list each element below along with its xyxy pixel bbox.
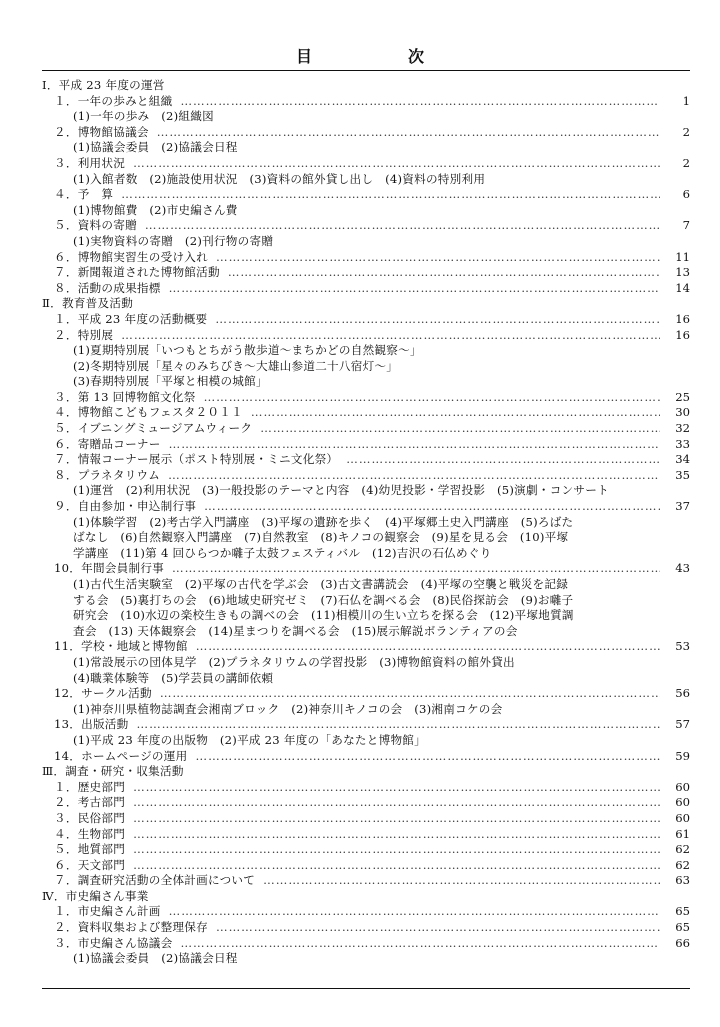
toc-entry [42,250,690,266]
toc-entry-text: (1)博物館費 (2)市史編さん費 [73,202,238,217]
toc-entry-text: ７．情報コーナー展示（ポスト特別展・ミニ文化祭） [54,452,339,467]
toc-entry-text: ５．イブニングミュージアムウィーク [54,421,253,436]
dot-leader [121,328,660,344]
toc-page-number: 62 [675,842,690,857]
toc-entry [42,858,690,874]
dot-leader [133,827,660,843]
dot-leader [168,468,660,484]
toc-entry [42,936,690,952]
toc-page-number: 11 [675,249,690,264]
toc-entry [42,499,690,515]
toc-subentry [42,172,690,188]
toc-entry [42,265,690,281]
toc-entry [42,795,690,811]
toc-entry [42,686,690,702]
toc-entry-text: (1)実物資料の寄贈 (2)刊行物の寄贈 [73,233,274,248]
toc-entry [42,827,690,843]
toc-entry-text: する会 (5)裏打ちの会 (6)地域史研究ゼミ (7)石仏を調べる会 (8)民俗探訪会 (9)お囃子 [73,592,574,607]
toc-entry-text: (1)体験学習 (2)考古学入門講座 (3)平塚の遺跡を歩く (4)平塚郷土史入門講座 (5)ろばた [73,514,574,529]
toc-entry [42,156,690,172]
toc-section-heading [42,296,690,312]
toc-entry-text: ばなし (6)自然観察入門講座 (7)自然教室 (8)キノコの観察会 (9)星を見る会 (10)平塚 [73,530,569,545]
toc-subentry [42,343,690,359]
toc-entry [42,452,690,468]
toc-entry [42,749,690,765]
top-rule [42,70,690,71]
toc-entry-text: ３．第 13 回博物館文化祭 [54,389,196,404]
toc-entry-text: (1)神奈川県植物誌調査会湘南ブロック (2)神奈川キノコの会 (3)湘南コケの会 [73,701,503,716]
toc-entry-text: ４．生物部門 [54,826,126,841]
toc-subentry [42,624,690,640]
toc-page-number: 13 [675,265,690,280]
toc-page-number: 16 [675,327,690,342]
dot-leader [172,561,660,577]
toc-page-number: 2 [682,124,690,139]
toc-entry-text: Ⅱ．教育普及活動 [42,296,134,311]
dot-leader [160,686,660,702]
dot-leader [251,405,660,421]
toc-subentry [42,655,690,671]
toc-entry-text: ５．資料の寄贈 [54,218,137,233]
toc-entry [42,405,690,421]
toc-entry [42,312,690,328]
toc-subentry [42,593,690,609]
dot-leader [121,187,660,203]
toc-page-number: 34 [675,452,690,467]
toc-page-number: 61 [675,826,690,841]
dot-leader [169,437,660,453]
toc-subentry [42,530,690,546]
toc-entry-text: (1)協議会委員 (2)協議会日程 [73,951,238,966]
toc-entry [42,421,690,437]
toc-entry-text: ７．調査研究活動の全体計画について [54,873,256,888]
toc-section-heading [42,78,690,94]
toc-entry [42,873,690,889]
toc-subentry [42,203,690,219]
toc-page-number: 7 [682,218,690,233]
toc-entry-text: １．市史編さん計画 [54,904,161,919]
toc-entry-text: 14．ホームページの運用 [54,748,188,763]
toc-page-number: 60 [675,779,690,794]
toc-page-number: 62 [675,857,690,872]
toc-page-number: 2 [682,155,690,170]
dot-leader [204,390,660,406]
toc-entry-text: (1)古代生活実験室 (2)平塚の古代を学ぶ会 (3)古文書講読会 (4)平塚の空襲と戦災を記録 [73,577,569,591]
toc-entry-text: ２．資料収集および整理保存 [54,920,208,935]
table-of-contents [42,78,690,967]
dot-leader [169,281,660,297]
toc-page-number: 60 [675,795,690,810]
toc-subentry [42,483,690,499]
toc-entry-text: ２．特別展 [54,327,114,342]
toc-entry [42,281,690,297]
toc-entry-text: (1)運営 (2)利用状況 (3)一般投影のテーマと内容 (4)幼児投影・学習投影 (5)演劇・コンサート [73,483,609,498]
toc-subentry [42,951,690,967]
toc-entry-text: (4)職業体験等 (5)学芸員の講師依頼 [73,670,274,685]
dot-leader [263,873,660,889]
toc-entry-text: Ⅰ．平成 23 年度の運営 [42,78,165,92]
toc-entry [42,390,690,406]
toc-entry-text: ６．寄贈品コーナー [54,436,161,451]
toc-entry-text: 11．学校・地域と博物館 [54,639,188,654]
toc-entry-text: Ⅳ．市史編さん事業 [42,888,149,903]
toc-entry-text: ７．新聞報道された博物館活動 [54,265,220,280]
toc-entry-text: ２．博物館協議会 [54,124,149,139]
toc-entry-text: 査会 (13) 天体観察会 (14)星まつりを調べる会 (15)展示解説ボランティアの会 [73,623,518,638]
toc-entry-text: Ⅲ．調査・研究・収集活動 [42,764,184,779]
toc-entry-text: ６．天文部門 [54,857,126,872]
toc-page-number: 16 [675,311,690,326]
toc-entry-text: (1)入館者数 (2)施設使用状況 (3)資料の館外貸し出し (4)資料の特別利用 [73,171,486,186]
toc-entry [42,842,690,858]
toc-entry-text: 10．年間会員制行事 [54,561,165,576]
toc-subentry [42,234,690,250]
toc-subentry [42,702,690,718]
toc-page-number: 53 [675,639,690,654]
toc-subentry [42,671,690,687]
toc-subentry [42,140,690,156]
toc-entry-text: 12．サークル活動 [54,686,152,701]
dot-leader [157,125,660,141]
toc-page-number: 1 [682,93,690,108]
toc-entry [42,811,690,827]
toc-entry-text: (1)夏期特別展「いつもとちがう散歩道～まちかどの自然観察～」 [73,343,422,358]
toc-entry-text: １．歴史部門 [54,779,126,794]
toc-entry [42,218,690,234]
toc-subentry [42,608,690,624]
toc-entry-text: ２．考古部門 [54,795,126,810]
toc-entry-text: (1)常設展示の団体見学 (2)プラネタリウムの学習投影 (3)博物館資料の館外貸出 [73,654,515,669]
dot-leader [204,499,660,515]
toc-page-number: 43 [675,561,690,576]
toc-entry-text: １．一年の歩みと組織 [54,93,173,108]
toc-entry [42,780,690,796]
toc-entry [42,94,690,110]
toc-page-number: 33 [675,436,690,451]
page-title: 目 次 [295,47,464,66]
toc-entry-text: ９．自由参加・申込制行事 [54,499,197,514]
toc-entry [42,920,690,936]
toc-entry-text: ８．プラネタリウム [54,467,161,482]
dot-leader [216,250,660,266]
dot-leader [228,265,660,281]
toc-entry-text: ３．市史編さん協議会 [54,935,173,950]
dot-leader [260,421,660,437]
dot-leader [133,156,660,172]
bottom-rule [42,988,690,989]
toc-entry-text: ３．民俗部門 [54,810,126,825]
toc-subentry [42,546,690,562]
dot-leader [346,452,660,468]
toc-page-number: 66 [675,935,690,950]
toc-subentry [42,374,690,390]
toc-page-number: 14 [675,280,690,295]
toc-entry [42,125,690,141]
toc-section-heading [42,764,690,780]
dot-leader [133,795,660,811]
toc-entry-text: ３．利用状況 [54,155,126,170]
toc-entry [42,328,690,344]
toc-page-number: 32 [675,421,690,436]
toc-entry-text: 研究会 (10)水辺の楽校生きもの調べの会 (11)相模川の生い立ちを探る会 (12)平塚地質調 [73,608,574,623]
dot-leader [180,94,660,110]
toc-page-number: 25 [675,389,690,404]
toc-entry-text: 学講座 (11)第 4 回ひらつか囃子太鼓フェスティバル (12)吉沢の石仏めぐり [73,545,492,560]
toc-page-number: 37 [675,499,690,514]
toc-subentry [42,515,690,531]
toc-subentry [42,109,690,125]
dot-leader [195,749,660,765]
toc-entry-text: ６．博物館実習生の受け入れ [54,249,208,264]
toc-entry [42,639,690,655]
toc-entry-text: (1)協議会委員 (2)協議会日程 [73,140,238,155]
toc-page-number: 30 [675,405,690,420]
dot-leader [145,218,660,234]
toc-subentry [42,359,690,375]
dot-leader [136,717,660,733]
toc-entry-text: ８．活動の成果指標 [54,280,161,295]
toc-page-number: 56 [675,686,690,701]
toc-entry-text: (2)冬期特別展「星々のみちびき～大雄山参道二十八宿灯～」 [73,358,399,373]
dot-leader [169,904,660,920]
toc-entry-text: ５．地質部門 [54,842,126,857]
dot-leader [196,639,660,655]
toc-section-heading [42,889,690,905]
dot-leader [216,920,660,936]
toc-subentry [42,577,690,593]
dot-leader [133,842,660,858]
toc-page-number: 63 [675,873,690,888]
toc-page-number: 57 [675,717,690,732]
toc-entry-text: ４．博物館こどもフェスタ２０１１ [54,405,243,420]
toc-page-number: 6 [682,187,690,202]
toc-entry [42,437,690,453]
toc-page-number: 65 [675,904,690,919]
toc-page-number: 59 [675,748,690,763]
toc-entry-text: １．平成 23 年度の活動概要 [54,311,208,326]
toc-entry [42,904,690,920]
dot-leader [215,312,660,328]
toc-entry [42,187,690,203]
toc-entry [42,561,690,577]
dot-leader [133,811,660,827]
dot-leader [133,858,660,874]
toc-entry [42,717,690,733]
toc-entry-text: 13．出版活動 [54,717,129,732]
toc-entry [42,468,690,484]
toc-page-number: 35 [675,467,690,482]
toc-entry-text: (1)平成 23 年度の出版物 (2)平成 23 年度の「あなたと博物館」 [73,732,426,747]
toc-entry-text: ４．予 算 [54,187,114,202]
toc-page-number: 60 [675,810,690,825]
dot-leader [180,936,660,952]
toc-entry-text: (3)春期特別展「平塚と相模の城館」 [73,374,268,389]
toc-entry-text: (1)一年の歩み (2)組織図 [73,109,214,124]
toc-subentry [42,733,690,749]
toc-page-number: 65 [675,920,690,935]
dot-leader [133,780,660,796]
